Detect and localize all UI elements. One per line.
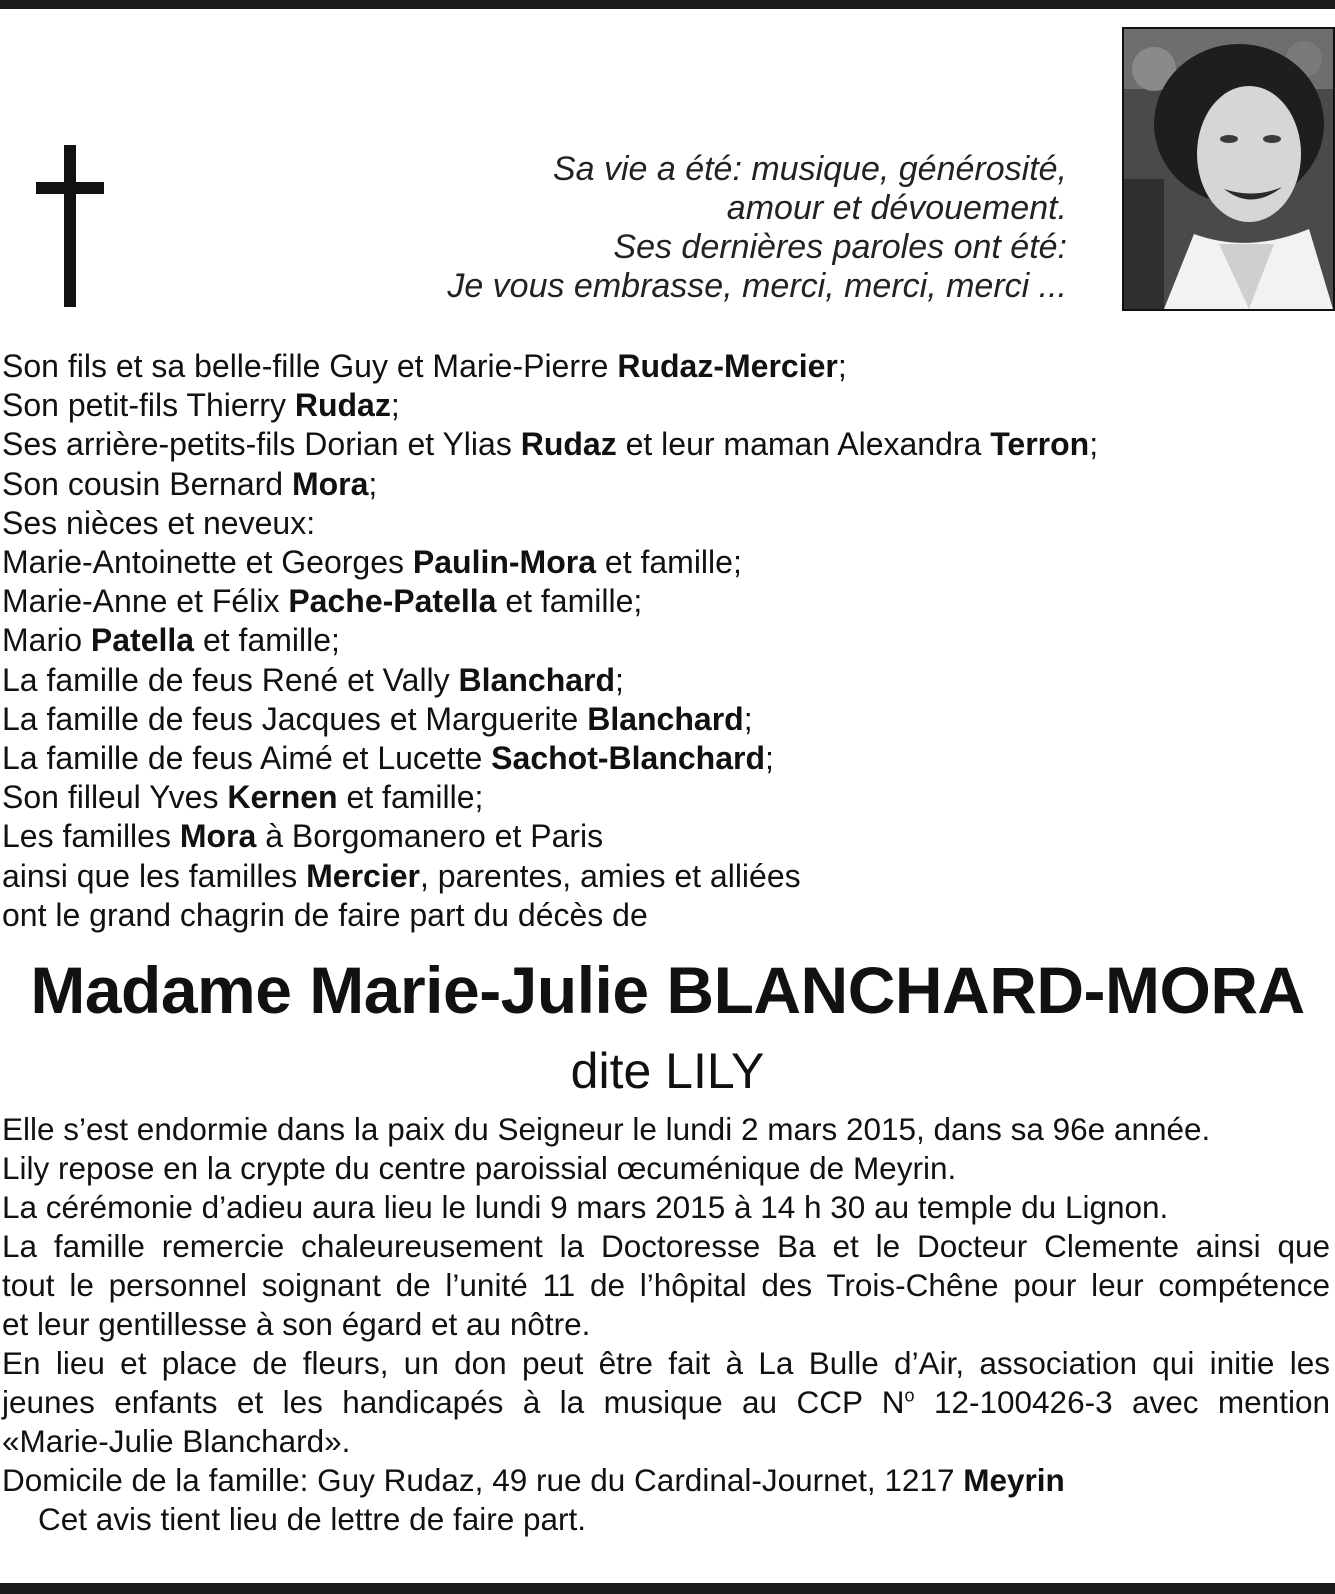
epitaph-line: Sa vie a été: musique, générosité, (552, 150, 1067, 188)
closing-note: Cet avis tient lieu de lettre de faire part. (38, 1501, 587, 1537)
top-rule (0, 0, 1335, 9)
body-line: jeunes enfants et les handicapés à la musique au CCP $N^o$ 12-100426-3 avec mention (2, 1384, 1330, 1420)
body-line: Elle s’est endormie dans la paix du Seigneur le lundi 2 mars 2015, dans sa 96e année. (2, 1111, 1211, 1147)
nickname: dite LILY (570, 1043, 765, 1099)
epitaph-line: Je vous embrasse, merci, merci, merci ... (447, 267, 1067, 305)
family-line: La famille de feus Aimé et Lucette Sachot-Blanchard; (2, 740, 774, 777)
body-line: La cérémonie d’adieu aura lieu le lundi 9 mars 2015 à 14 h 30 au temple du Lignon. (2, 1189, 1169, 1225)
body-line: tout le personnel soignant de l’unité 11 de l’hôpital des Trois-Chêne pour leur compétence (2, 1267, 1330, 1303)
portrait-image (1124, 29, 1333, 309)
epitaph-line: amour et dévouement. (726, 189, 1067, 227)
cross-icon (36, 145, 104, 307)
family-line: La famille de feus Jacques et Marguerite Blanchard; (2, 700, 753, 737)
family-line: Mario Patella et famille; (2, 622, 340, 659)
family-line: Ses arrière-petits-fils Dorian et Ylias Rudaz et leur maman Alexandra Terron; (2, 426, 1099, 463)
bottom-rule (0, 1583, 1335, 1594)
body-line: Lily repose en la crypte du centre paroissial œcuménique de Meyrin. (2, 1150, 957, 1186)
family-address: Domicile de la famille: Guy Rudaz, 49 rue du Cardinal-Journet, 1217 Meyrin (2, 1462, 1065, 1498)
family-line: Les familles Mora à Borgomanero et Paris (2, 818, 604, 855)
family-line: La famille de feus René et Vally Blanchard; (2, 661, 624, 698)
family-line: ont le grand chagrin de faire part du décès de (2, 896, 648, 933)
deceased-name: Madame Marie-Julie BLANCHARD-MORA (30, 953, 1305, 1027)
family-list (2, 347, 1332, 935)
body-line: En lieu et place de fleurs, un don peut être fait à La Bulle d’Air, association qui initie les (2, 1345, 1330, 1381)
family-line: Son petit-fils Thierry Rudaz; (2, 387, 400, 424)
body-line: et leur gentillesse à son égard et au nôtre. (2, 1306, 591, 1342)
family-line: Son cousin Bernard Mora; (2, 465, 378, 502)
epitaph-quote (367, 150, 1067, 306)
portrait-photo (1122, 27, 1335, 311)
family-line: Ses nièces et neveux: (2, 504, 316, 541)
notice-body (2, 1110, 1330, 1539)
body-line: La famille remercie chaleureusement la Doctoresse Ba et le Docteur Clemente ainsi que (2, 1228, 1330, 1264)
family-line: ainsi que les familles Mercier, parentes, amies et alliées (2, 857, 801, 894)
body-line: «Marie-Julie Blanchard». (2, 1423, 351, 1459)
family-line: Marie-Antoinette et Georges Paulin-Mora et famille; (2, 544, 742, 581)
family-line: Marie-Anne et Félix Pache-Patella et famille; (2, 583, 643, 620)
family-line: Son fils et sa belle-fille Guy et Marie-Pierre Rudaz-Mercier; (2, 348, 847, 384)
family-line: Son filleul Yves Kernen et famille; (2, 779, 484, 816)
epitaph-line: Ses dernières paroles ont été: (613, 228, 1067, 266)
